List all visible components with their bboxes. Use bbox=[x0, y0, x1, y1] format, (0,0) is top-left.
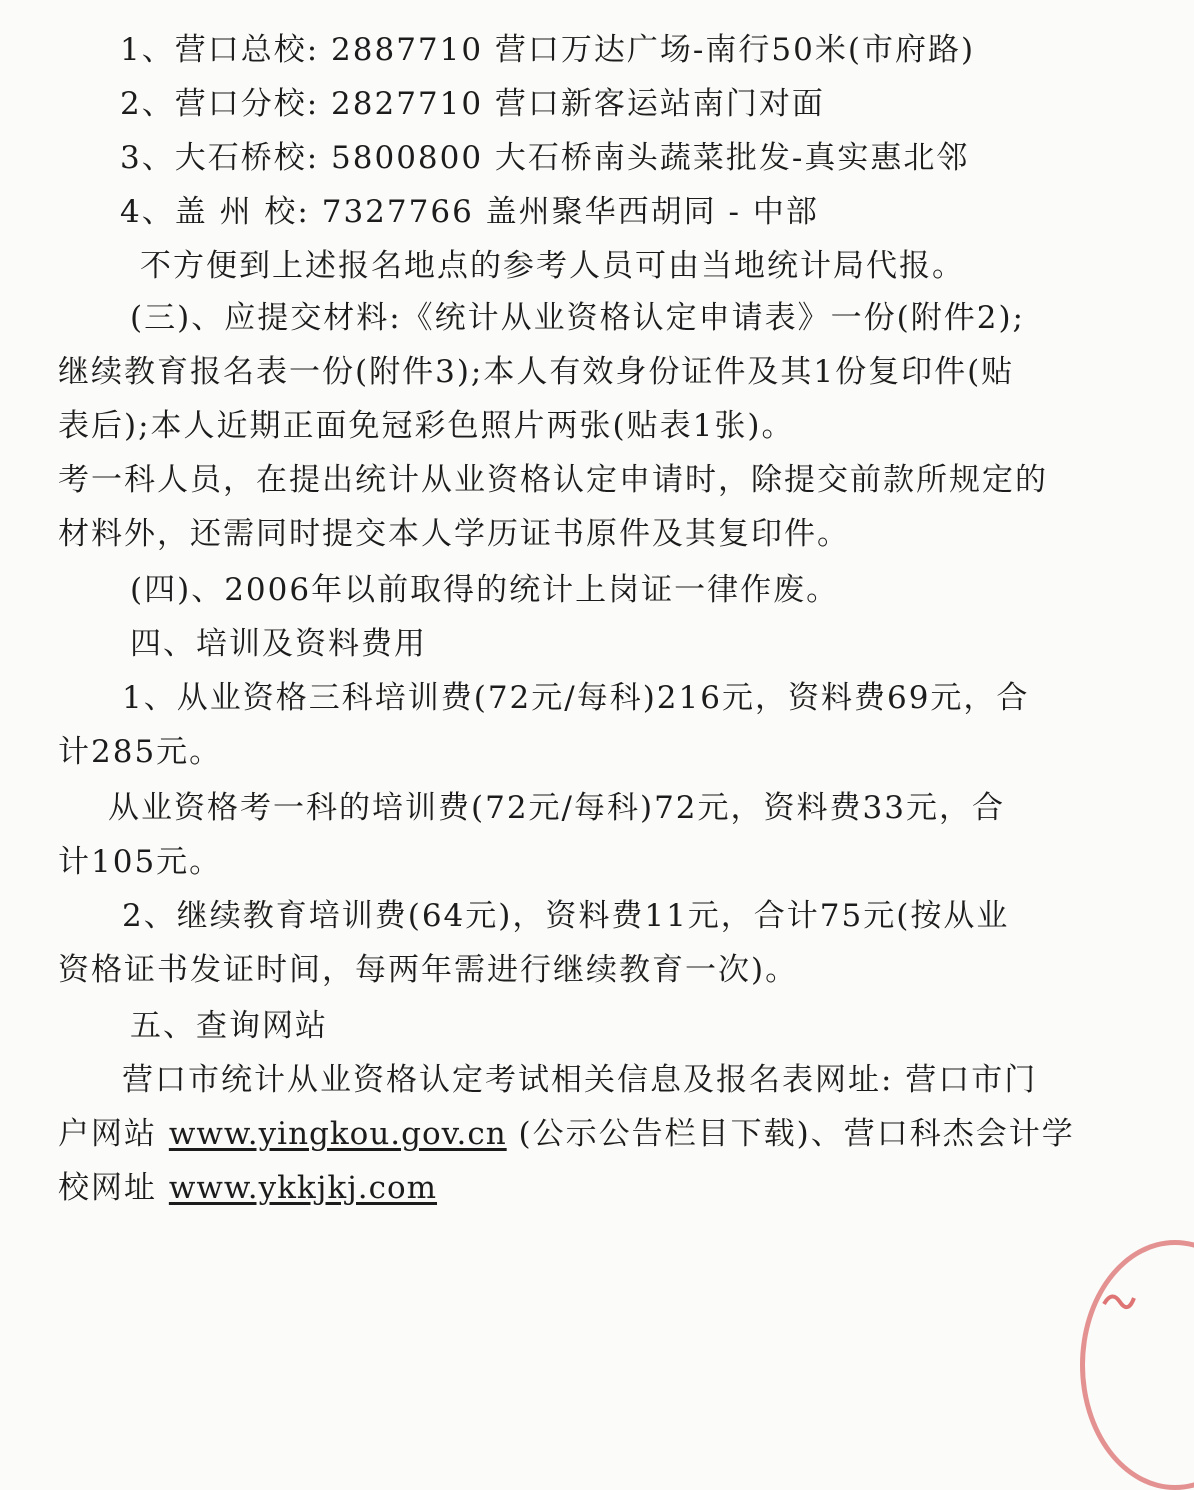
yingkou-gov-link[interactable]: www.yingkou.gov.cn bbox=[168, 1116, 507, 1152]
paragraph-proxy-note: 不方便到上述报名地点的参考人员可由当地统计局代报。 bbox=[140, 248, 965, 284]
branch-line-1: 1、营口总校: 2887710 营口万达广场-南行50米(市府路) bbox=[120, 32, 976, 68]
ykkjkj-link[interactable]: www.ykkjkj.com bbox=[168, 1170, 438, 1206]
fee-line-2-total: 计105元。 bbox=[58, 844, 223, 880]
website-middle: (公示公告栏目下载)、营口科杰会计学 bbox=[506, 1116, 1075, 1152]
materials-line-3: 表后);本人近期正面免冠彩色照片两张(贴表1张)。 bbox=[58, 408, 795, 444]
materials-heading: (三)、应提交材料:《统计从业资格认定申请表》一份(附件2); bbox=[130, 300, 1025, 336]
obsolete-certificate-note: (四)、2006年以前取得的统计上岗证一律作废。 bbox=[130, 572, 840, 608]
materials-line-2: 继续教育报名表一份(附件3);本人有效身份证件及其1份复印件(贴 bbox=[58, 354, 1015, 390]
materials-line-5: 材料外，还需同时提交本人学历证书原件及其复印件。 bbox=[58, 516, 850, 552]
school-website-line bbox=[58, 1168, 437, 1208]
school-website-prefix: 校网址 bbox=[58, 1170, 169, 1206]
fee-line-1-total: 计285元。 bbox=[58, 734, 223, 770]
materials-line-4: 考一科人员，在提出统计从业资格认定申请时，除提交前款所规定的 bbox=[58, 462, 1048, 498]
fee-line-2: 从业资格考一科的培训费(72元/每科)72元，资料费33元，合 bbox=[108, 790, 1005, 826]
branch-line-2: 2、营口分校: 2827710 营口新客运站南门对面 bbox=[120, 86, 825, 122]
red-seal-stamp bbox=[1080, 1240, 1194, 1490]
seal-mark-icon bbox=[1098, 1280, 1138, 1320]
section-four-heading: 四、培训及资料费用 bbox=[130, 626, 427, 662]
branch-line-3: 3、大石桥校: 5800800 大石桥南头蔬菜批发-真实惠北邻 bbox=[120, 140, 970, 176]
fee-line-1: 1、从业资格三科培训费(72元/每科)216元，资料费69元，合 bbox=[122, 680, 1030, 716]
branch-line-4: 4、盖 州 校: 7327766 盖州聚华西胡同 - 中部 bbox=[120, 194, 819, 230]
fee-line-3-cont: 资格证书发证时间，每两年需进行继续教育一次)。 bbox=[58, 952, 799, 988]
website-line bbox=[58, 1114, 1075, 1154]
section-five-heading: 五、查询网站 bbox=[130, 1008, 328, 1044]
fee-line-3: 2、继续教育培训费(64元)，资料费11元，合计75元(按从业 bbox=[122, 898, 1010, 934]
website-intro: 营口市统计从业资格认定考试相关信息及报名表网址: 营口市门 bbox=[122, 1062, 1038, 1098]
website-prefix: 户网站 bbox=[58, 1116, 169, 1152]
